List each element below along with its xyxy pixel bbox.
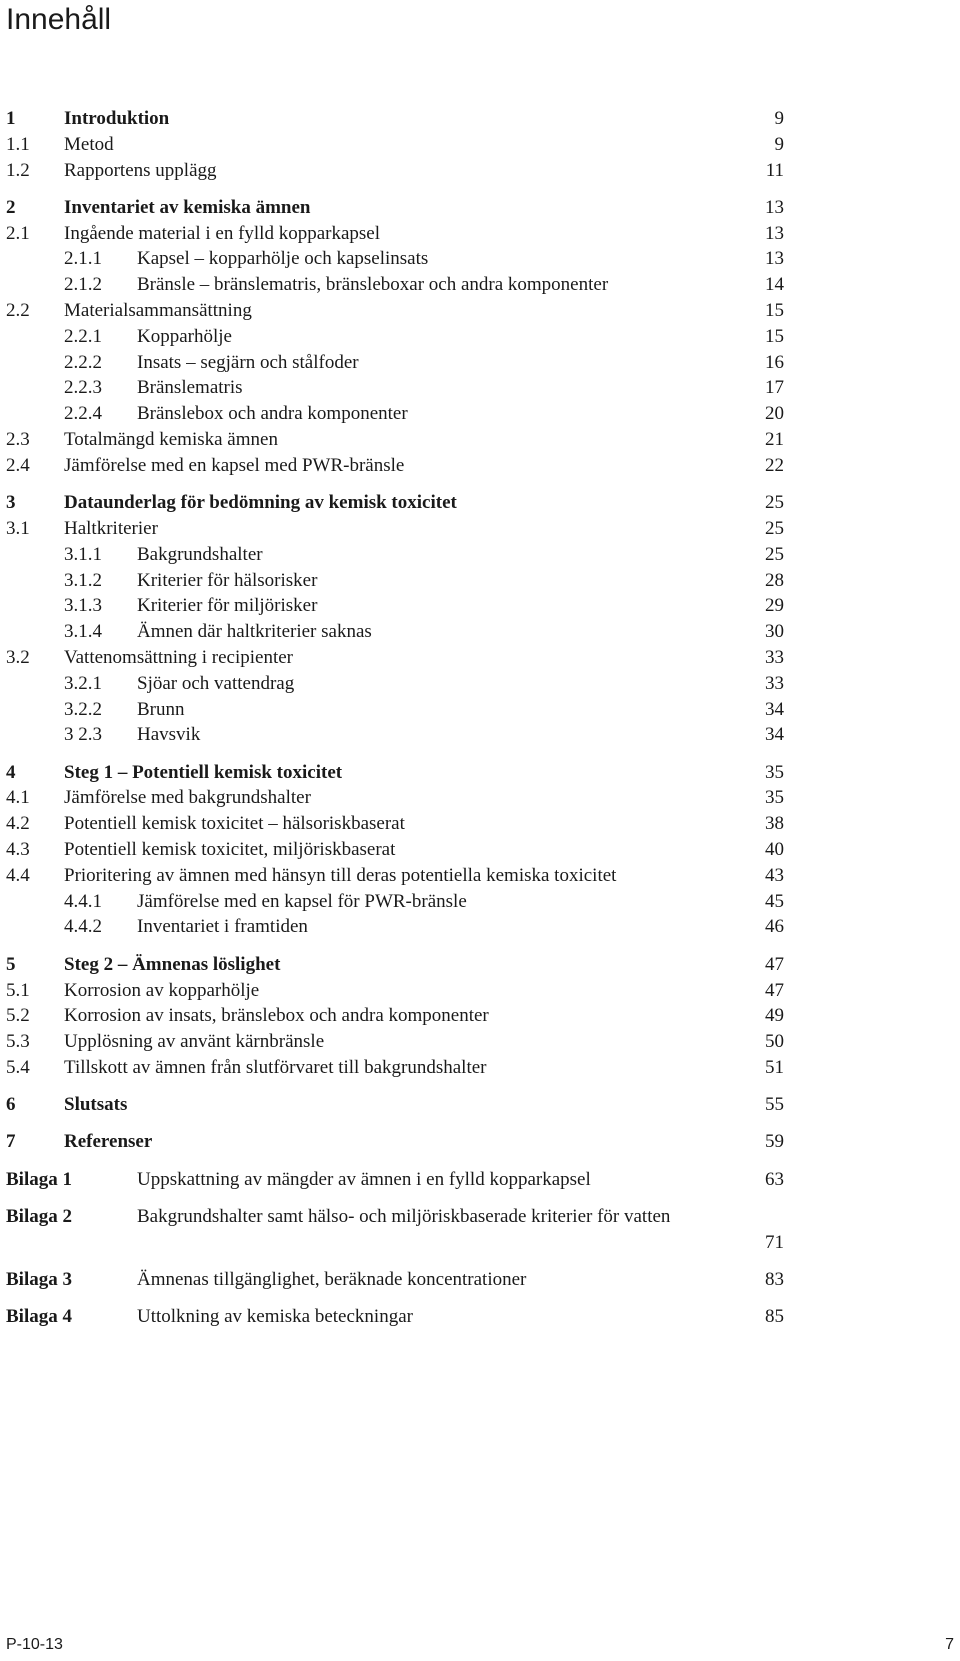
toc-entry-page: 49 (765, 1005, 784, 1027)
toc-entry[interactable] (6, 324, 784, 350)
toc-entry[interactable] (6, 722, 784, 748)
toc-entry-title: Dataunderlag för bedömning av kemisk toxicitet (64, 492, 457, 514)
toc-entry-page: 59 (765, 1131, 784, 1153)
toc-entry[interactable] (6, 542, 784, 568)
toc-entry-page: 38 (765, 813, 784, 835)
toc-entry-title: Introduktion (64, 108, 170, 129)
toc-entry-title: Ämnen där haltkriterier saknas (137, 621, 372, 643)
toc-entry-number: 3.1 (6, 517, 30, 539)
toc-entry-title: Bränslematris (137, 377, 243, 399)
toc-entry-title: Potentiell kemisk toxicitet – hälsoriskbaserat (64, 813, 405, 835)
toc-entry-title: Kriterier för miljörisker (137, 595, 318, 617)
toc-entry-number: Bilaga 1 (6, 1168, 72, 1190)
toc-entry-title: Materialsammansättning (64, 300, 252, 322)
toc-entry-page: 17 (765, 377, 784, 399)
toc-entry-number: 1 (6, 108, 16, 129)
toc-entry-page: 25 (765, 492, 784, 514)
toc-entry[interactable] (6, 350, 784, 376)
toc-entry-page: 34 (765, 724, 784, 746)
toc-entry-page: 14 (765, 274, 784, 296)
toc-entry-number: Bilaga 4 (6, 1306, 72, 1328)
toc-entry-page: 20 (765, 403, 784, 425)
toc-entry[interactable] (6, 1167, 784, 1193)
toc-entry-number: 2 (6, 196, 16, 218)
toc-entry-page: 50 (765, 1031, 784, 1053)
toc-entry-page: 35 (765, 787, 784, 809)
toc-entry-title: Korrosion av insats, bränslebox och andra komponenter (64, 1005, 489, 1027)
toc-entry-page: 85 (765, 1306, 784, 1328)
document-id: P-10-13 (6, 1636, 63, 1653)
toc-entry-page: 43 (765, 864, 784, 886)
toc-entry-number: 1.1 (6, 133, 30, 155)
toc-entry-title: Referenser (64, 1131, 153, 1153)
toc-entry-title: Havsvik (137, 724, 201, 746)
toc-entry[interactable] (6, 1003, 784, 1029)
toc-entry-page: 9 (774, 133, 784, 155)
toc-entry[interactable] (6, 298, 784, 324)
toc-entry-page: 47 (765, 953, 784, 975)
toc-entry[interactable] (6, 1267, 784, 1293)
toc-entry-page: 45 (765, 890, 784, 912)
toc-entry[interactable] (6, 221, 784, 247)
toc-entry-page: 13 (765, 222, 784, 244)
toc-entry-title: Inventariet av kemiska ämnen (64, 196, 311, 218)
toc-entry[interactable] (6, 106, 784, 132)
toc-entry[interactable] (6, 427, 784, 453)
toc-entry-page: 15 (765, 325, 784, 347)
page-number: 7 (945, 1636, 954, 1653)
toc-entry[interactable] (6, 1129, 784, 1155)
toc-entry-number: 7 (6, 1131, 16, 1153)
toc-entry-number: 4.2 (6, 813, 30, 835)
toc-entry[interactable] (6, 272, 784, 298)
toc-entry[interactable] (6, 1055, 784, 1081)
toc-entry-title: Ämnenas tillgänglighet, beräknade koncentrationer (137, 1269, 527, 1291)
toc-entry-number: 4.4.1 (64, 890, 102, 912)
toc-entry-number: 3.2 (6, 646, 30, 668)
toc-entry-page: 15 (765, 300, 784, 322)
toc-entry-page: 35 (765, 761, 784, 783)
toc-entry-title: Bakgrundshalter (137, 543, 263, 565)
toc-entry-number: 2.3 (6, 429, 30, 451)
toc-entry-page: 11 (765, 159, 784, 181)
toc-entry-number: 4.1 (6, 787, 30, 809)
toc-entry[interactable] (6, 837, 784, 863)
toc-entry-page: 47 (765, 979, 784, 1001)
toc-entry-number: 2.2.2 (64, 351, 102, 373)
toc-entry[interactable] (6, 697, 784, 723)
toc-entry[interactable] (6, 645, 784, 671)
toc-entry[interactable] (6, 1204, 784, 1256)
toc-entry-page: 13 (765, 248, 784, 270)
toc-entry-title: Sjöar och vattendrag (137, 672, 295, 694)
toc-entry-number: Bilaga 2 (6, 1206, 72, 1228)
toc-entry-page: 28 (765, 569, 784, 591)
toc-entry-title: Bakgrundshalter samt hälso- och miljöriskbaserade kriterier för vatten (137, 1206, 671, 1228)
toc-entry-page: 40 (765, 839, 784, 861)
toc-entry-number: 2.2 (6, 300, 30, 322)
toc-entry[interactable] (6, 375, 784, 401)
toc-entry-title: Kapsel – kopparhölje och kapselinsats (137, 248, 429, 270)
toc-entry[interactable] (6, 246, 784, 272)
toc-entry-title: Uttolkning av kemiska beteckningar (137, 1306, 413, 1328)
toc-entry-number: 2.2.1 (64, 325, 102, 347)
toc-entry-page: 46 (765, 916, 784, 938)
toc-entry[interactable] (6, 132, 784, 158)
toc-entry-page: 13 (765, 196, 784, 218)
toc-entry-number: 1.2 (6, 159, 30, 181)
toc-entry[interactable] (6, 490, 784, 516)
toc-entry[interactable] (6, 978, 784, 1004)
toc-entry-number: 2.1.1 (64, 248, 102, 270)
toc-entry-title: Bränslebox och andra komponenter (137, 403, 408, 425)
toc-entry[interactable] (6, 1029, 784, 1055)
toc-entry-number: 5.1 (6, 979, 30, 1001)
toc-entry-page: 16 (765, 351, 784, 373)
toc-entry-number: 3.1.4 (64, 621, 102, 643)
toc-entry-title: Jämförelse med en kapsel med PWR-bränsle (64, 454, 405, 476)
toc-entry-page: 25 (765, 543, 784, 565)
toc-entry-title: Slutsats (64, 1094, 128, 1116)
toc-entry-page: 30 (765, 621, 784, 643)
toc-entry-page: 33 (765, 646, 784, 668)
toc-entry-title: Bränsle – bränslematris, bränsleboxar och andra komponenter (137, 274, 609, 296)
toc-entry-number: 5.4 (6, 1056, 30, 1078)
toc-entry[interactable] (6, 401, 784, 427)
toc-entry[interactable] (6, 195, 784, 221)
toc-entry-title: Uppskattning av mängder av ämnen i en fylld kopparkapsel (137, 1168, 591, 1190)
toc-entry[interactable] (6, 1092, 784, 1118)
toc-entry-title: Potentiell kemisk toxicitet, miljöriskbaserat (64, 839, 396, 861)
toc-entry-page: 55 (765, 1094, 784, 1116)
table-of-contents (6, 106, 784, 1330)
toc-entry-page: 34 (765, 698, 784, 720)
toc-entry-title: Rapportens upplägg (64, 159, 217, 181)
toc-entry[interactable] (6, 1304, 784, 1330)
toc-entry-title: Upplösning av använt kärnbränsle (64, 1031, 325, 1053)
toc-entry-number: 2.1 (6, 222, 30, 244)
toc-entry[interactable] (6, 952, 784, 978)
toc-entry-page: 51 (765, 1056, 784, 1078)
page-title: Innehåll (6, 3, 112, 36)
toc-entry-number: 2.2.4 (64, 403, 102, 425)
toc-entry-number: 3.2.2 (64, 698, 102, 720)
toc-entry-number: 4.4 (6, 864, 30, 886)
toc-entry-page: 22 (765, 454, 784, 476)
toc-entry[interactable] (6, 158, 784, 184)
toc-entry[interactable] (6, 671, 784, 697)
toc-entry-title: Kopparhölje (137, 325, 232, 347)
toc-entry-title: Haltkriterier (64, 517, 158, 539)
toc-entry-title: Jämförelse med bakgrundshalter (64, 787, 311, 809)
toc-entry-number: 3 (6, 492, 16, 514)
toc-entry-title: Brunn (137, 698, 185, 720)
toc-entry-number: 4.4.2 (64, 916, 102, 938)
toc-entry-title: Insats – segjärn och stålfoder (137, 351, 359, 373)
toc-entry-number: Bilaga 3 (6, 1269, 72, 1291)
toc-entry[interactable] (6, 863, 784, 889)
toc-entry-title: Totalmängd kemiska ämnen (64, 429, 278, 451)
toc-entry-title: Steg 2 – Ämnenas löslighet (64, 953, 281, 975)
toc-entry-title: Tillskott av ämnen från slutförvaret till bakgrundshalter (64, 1056, 487, 1078)
toc-entry[interactable] (6, 593, 784, 619)
toc-entry-number: 3 2.3 (64, 724, 102, 746)
toc-entry-number: 6 (6, 1094, 16, 1116)
toc-entry[interactable] (6, 914, 784, 940)
toc-entry-page: 21 (765, 429, 784, 451)
toc-entry-number: 2.4 (6, 454, 30, 476)
toc-entry-title: Prioritering av ämnen med hänsyn till deras potentiella kemiska toxicitet (64, 864, 617, 886)
toc-entry-page: 71 (765, 1231, 784, 1253)
toc-entry[interactable] (6, 453, 784, 479)
toc-entry-number: 4 (6, 761, 16, 783)
toc-entry[interactable] (6, 811, 784, 837)
toc-entry-number: 4.3 (6, 839, 30, 861)
toc-entry-page: 29 (765, 595, 784, 617)
toc-entry[interactable] (6, 516, 784, 542)
toc-entry[interactable] (6, 568, 784, 594)
toc-entry-page: 25 (765, 517, 784, 539)
toc-entry-title: Metod (64, 133, 114, 155)
toc-entry-title: Korrosion av kopparhölje (64, 979, 260, 1001)
toc-entry-number: 3.1.1 (64, 543, 102, 565)
toc-entry-number: 5 (6, 953, 16, 975)
toc-entry[interactable] (6, 785, 784, 811)
toc-entry-number: 5.3 (6, 1031, 30, 1053)
toc-entry-number: 3.1.2 (64, 569, 102, 591)
toc-entry-title: Steg 1 – Potentiell kemisk toxicitet (64, 761, 343, 783)
toc-entry-page: 33 (765, 672, 784, 694)
toc-entry-page: 9 (774, 108, 784, 129)
toc-entry-page: 83 (765, 1269, 784, 1291)
toc-entry-number: 3.2.1 (64, 672, 102, 694)
toc-entry-number: 5.2 (6, 1005, 30, 1027)
toc-entry[interactable] (6, 889, 784, 915)
toc-entry-number: 3.1.3 (64, 595, 102, 617)
toc-entry-number: 2.1.2 (64, 274, 102, 296)
toc-entry-title: Ingående material i en fylld kopparkapsel (64, 222, 381, 244)
toc-entry[interactable] (6, 619, 784, 645)
toc-entry[interactable] (6, 760, 784, 786)
toc-entry-title: Inventariet i framtiden (137, 916, 308, 938)
toc-entry-title: Jämförelse med en kapsel för PWR-bränsle (137, 890, 467, 912)
toc-entry-title: Vattenomsättning i recipienter (64, 646, 293, 668)
toc-entry-page: 63 (765, 1168, 784, 1190)
toc-entry-number: 2.2.3 (64, 377, 102, 399)
toc-entry-title: Kriterier för hälsorisker (137, 569, 318, 591)
